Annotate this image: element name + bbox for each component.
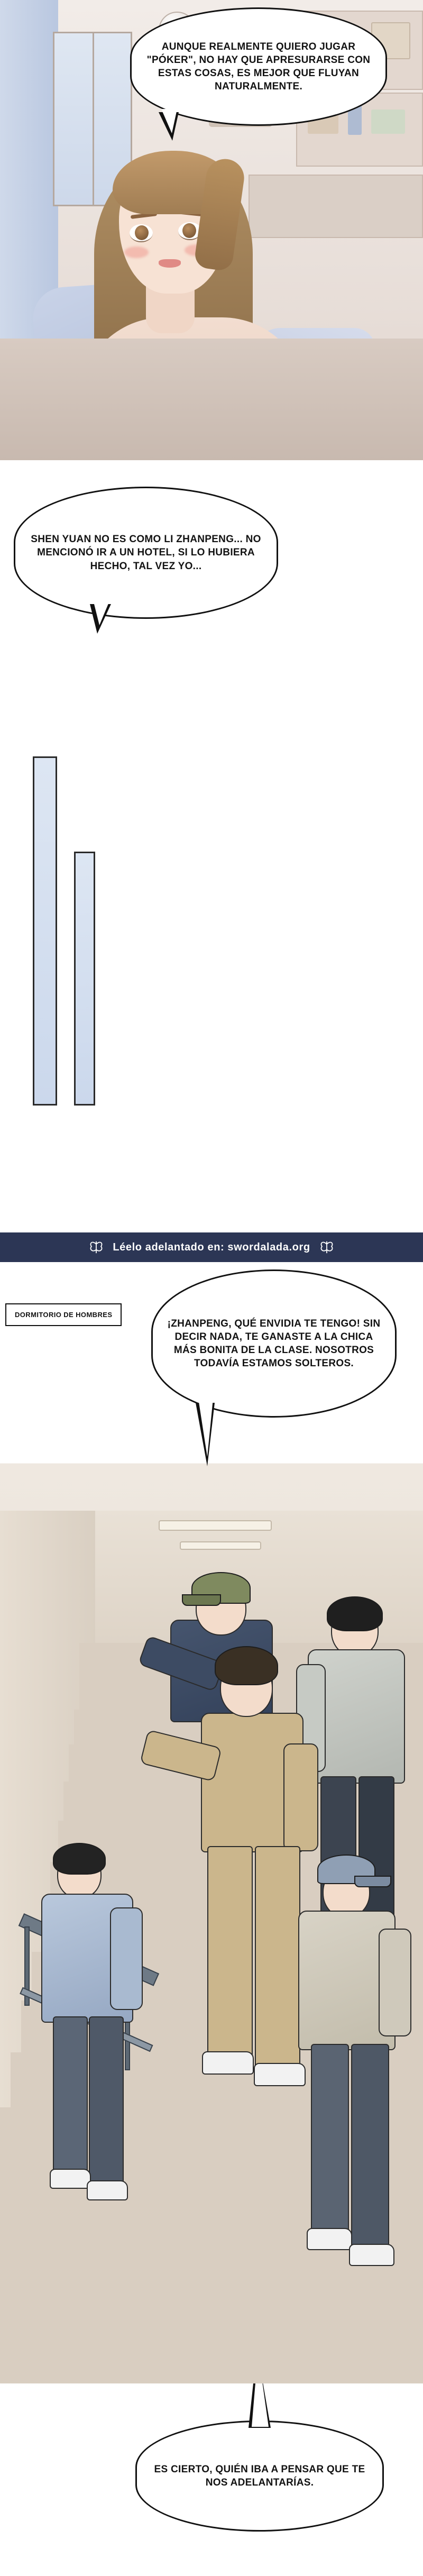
- vertical-bar-right: [74, 852, 95, 1106]
- ceiling-light-2: [180, 1541, 261, 1550]
- bed: [0, 339, 423, 460]
- speech-bubble-1-text: AUNQUE REALMENTE QUIERO JUGAR "PÓKER", NO HAY QUE APRESURARSE CON ESTAS COSAS, ES MEJOR QUE FLUYAN NATURALMENTE.: [146, 41, 371, 93]
- character-blue-shirt-shoe-left: [50, 2169, 91, 2189]
- character-blue-shirt-leg-left: [53, 2016, 88, 2177]
- butterfly-emblem-icon-right: [319, 1239, 335, 1255]
- closing-bubble-panel: [0, 2383, 423, 2576]
- dormitory-stairs-panel: [0, 1262, 423, 2383]
- caption-dormitory: [5, 1303, 122, 1326]
- character-blue-shirt-hair: [53, 1843, 106, 1875]
- bedroom-girl-panel: [0, 0, 423, 460]
- character-protagonist-arm-right: [283, 1743, 318, 1851]
- speech-bubble-2-tail-fill: [93, 600, 110, 625]
- curtain: [0, 0, 58, 339]
- watermark-text: Léelo adelantado en: swordalada.org: [113, 1241, 310, 1253]
- character-beanie-guy-shoe-left: [307, 2228, 352, 2250]
- girl-lips: [159, 259, 181, 268]
- speech-bubble-1: [130, 7, 387, 126]
- character-beanie-guy: [286, 1849, 418, 2325]
- caption-dormitory-text: DORMITORIO DE HOMBRES: [15, 1311, 113, 1319]
- speech-bubble-4-tail-fill: [252, 2383, 269, 2427]
- ceiling-light: [159, 1520, 272, 1531]
- character-blue-shirt-shoe-right: [87, 2180, 128, 2200]
- speech-bubble-3-tail-fill: [198, 1399, 213, 1457]
- character-beanie-guy-shoe-right: [349, 2244, 394, 2266]
- character-protagonist-leg-left: [207, 1846, 253, 2060]
- speech-bubble-3: [151, 1269, 397, 1418]
- shelf-unit-low: [249, 175, 423, 238]
- stairwell-scene: [0, 1511, 423, 2383]
- character-protagonist-shoe-left: [202, 2051, 254, 2075]
- thought-panel: [0, 465, 423, 693]
- butterfly-emblem-icon: [88, 1239, 104, 1255]
- character-grey-jacket-hair: [327, 1596, 383, 1631]
- vertical-bar-left: [33, 756, 57, 1106]
- character-beanie-guy-cap-brim: [354, 1876, 391, 1887]
- speech-bubble-1-tail-fill: [161, 109, 177, 133]
- abstract-bars-panel: [0, 698, 423, 1232]
- speech-bubble-3-text: ¡ZHANPENG, QUÉ ENVIDIA TE TENGO! SIN DECIR NADA, TE GANASTE A LA CHICA MÁS BONITA DE LA CLASE. NOSOTROS TODAVÍA ESTAMOS SOLTEROS.: [167, 1318, 381, 1369]
- character-blue-shirt-arm: [110, 1907, 143, 2010]
- character-beanie-guy-leg-right: [351, 2044, 389, 2252]
- speech-bubble-2: [14, 487, 278, 619]
- speech-bubble-4-text: ES CIERTO, QUIÉN IBA A PENSAR QUE TE NOS ADELANTARÍAS.: [154, 2463, 365, 2488]
- character-cap-guy-cap-brim: [182, 1594, 221, 1606]
- character-beanie-guy-arm: [379, 1929, 411, 2036]
- character-beanie-guy-leg-left: [311, 2044, 349, 2236]
- character-blue-shirt-leg-right: [89, 2016, 124, 2188]
- character-protagonist-hair: [215, 1646, 278, 1685]
- speech-bubble-2-text: SHEN YUAN NO ES COMO LI ZHANPENG... NO MENCIONÓ IR A UN HOTEL, SI LO HUBIERA HECHO, TAL VEZ YO...: [31, 534, 261, 572]
- character-blue-shirt: [32, 1839, 153, 2230]
- site-watermark-banner: [0, 1232, 423, 1262]
- speech-bubble-4: [135, 2420, 384, 2532]
